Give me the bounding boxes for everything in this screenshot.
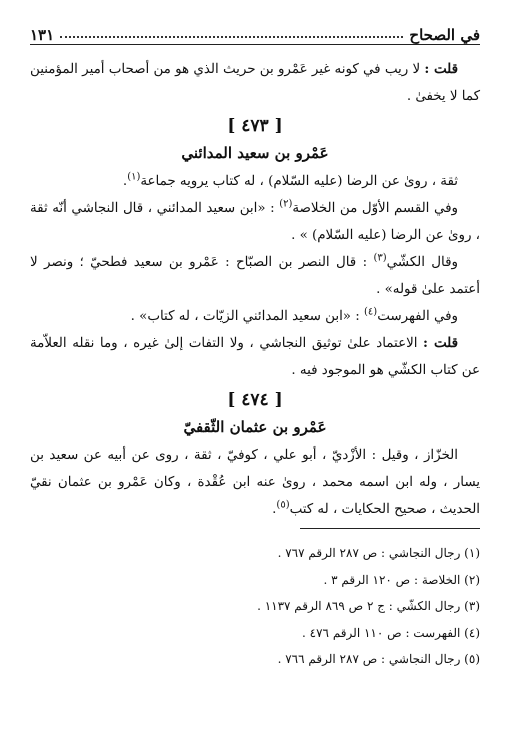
paragraph-text: ثقة ، روىٰ عن الرضا (عليه السّلام) ، له كتاب يرويه جماعة: [140, 174, 458, 189]
footnote-ref[interactable]: (٤): [364, 306, 378, 318]
footnote-ref[interactable]: (١): [127, 171, 141, 183]
running-title: في الصحاح: [409, 26, 480, 44]
footnote-ref[interactable]: (٥): [276, 499, 290, 511]
header-dot-leader: [60, 36, 403, 38]
paragraph-text: وفي القسم الأوّل من الخلاصة: [292, 201, 458, 216]
main-text: [30, 56, 480, 523]
paragraph-tail: : «ابن سعيد المدائني الزيّات ، له كتاب» .: [130, 309, 365, 324]
footnote-ref[interactable]: (٢): [279, 198, 293, 210]
paragraph-text: الخزّاز ، وقيل : الأزْديّ ، أبو علي ، كوفيّ ، ثقة ، روى عن أبيه عن سعيد بن يسار ، وله ابن اسمه محمد ، روىٰ عنه ابن عُقْدة ، وكان عَمْرو بن عثمان نقيّ الحديث ، صحيح الحكايات ، له كتب: [30, 448, 480, 517]
footnote-ref[interactable]: (٣): [373, 252, 387, 264]
footnote-item: (٥) رجال النجاشي : ص ٢٨٧ الرقم ٧٦٦ .: [277, 652, 480, 666]
footnote-item: (٤) الفهرست : ص ١١٠ الرقم ٤٧٦ .: [302, 625, 480, 640]
footnote-item: (٢) الخلاصة : ص ١٢٠ الرقم ٣ .: [323, 572, 480, 587]
intro-paragraph: [30, 56, 480, 110]
entry-paragraph: [30, 303, 480, 330]
paragraph-tail: : قال النصر بن الصبّاح : عَمْرو بن سعيد فطحيّ ؛ ونصر لا أعتمد علىٰ قوله» .: [30, 255, 480, 297]
footnote-item: (١) رجال النجاشي : ص ٢٨٧ الرقم ٧٦٧ .: [277, 546, 480, 560]
entry-paragraph: [30, 195, 480, 249]
paragraph-tail: : «ابن سعيد المدائني ، قال النجاشي أنّه ثقة ، روىٰ عن الرضا (عليه السّلام) » .: [30, 201, 480, 243]
paragraph-text: الاعتماد علىٰ توثيق النجاشي ، ولا التفات إلىٰ غيره ، وما نقله العلاّمة عن كتاب الكشّي هو الموجود فيه .: [30, 336, 480, 378]
entry-paragraph: [30, 249, 480, 303]
entry-number: [ ٤٧٣ ]: [227, 116, 283, 136]
paragraph-tail: .: [272, 502, 277, 517]
intro-label: قلت :: [424, 61, 458, 77]
paragraph-label: قلت :: [423, 335, 458, 351]
intro-text: لا ريب في كونه غير عَمْرو بن حريث الذي هو من أصحاب أمير المؤمنين كما لا يخفىٰ .: [30, 62, 480, 104]
paragraph-text: وقال الكشّي: [386, 255, 458, 270]
entry-paragraph: [30, 168, 480, 195]
footnote-item: (٣) رجال الكشّي : ج ٢ ص ٨٦٩ الرقم ١١٣٧ .: [257, 599, 480, 613]
footnote-divider: [300, 528, 480, 529]
entry-paragraph: [30, 330, 480, 384]
page-number: ١٣١: [30, 26, 55, 44]
paragraph-tail: .: [122, 174, 128, 189]
footnotes: [30, 540, 480, 673]
entry-number: [ ٤٧٤ ]: [227, 390, 283, 410]
entry-title: عَمْرو بن عثمان الثّقفيّ: [183, 418, 327, 436]
entry-paragraph: [30, 442, 480, 523]
entry-title: عَمْرو بن سعيد المدائني: [181, 144, 329, 162]
running-header: [30, 18, 480, 45]
paragraph-text: وفي الفهرست: [377, 309, 458, 324]
